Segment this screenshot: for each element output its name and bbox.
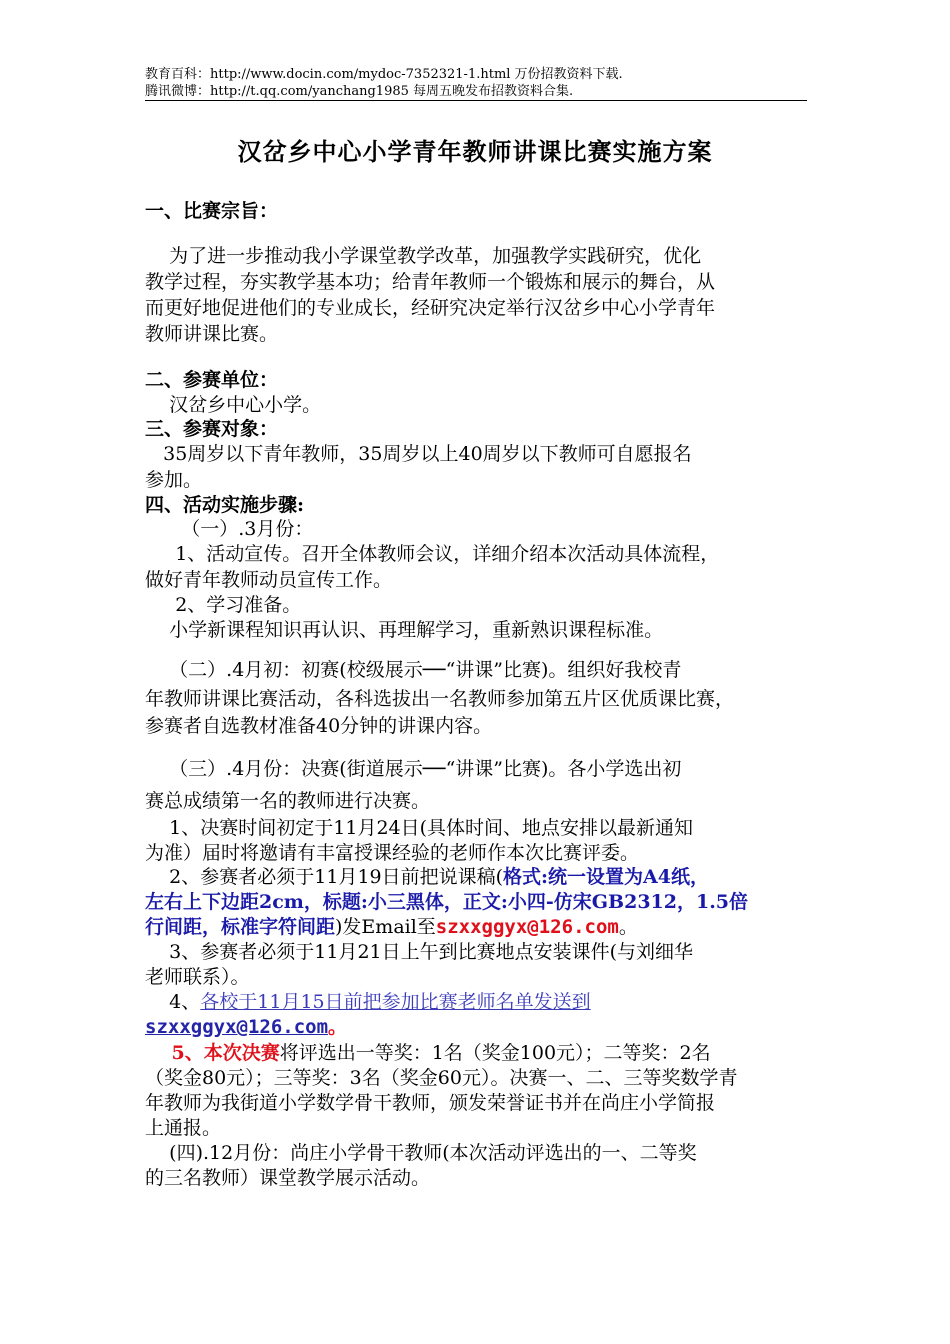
paragraph-line: 参加。 — [145, 469, 203, 491]
document-title: 汉岔乡中心小学青年教师讲课比赛实施方案 — [237, 137, 713, 166]
paragraph-line: 为了进一步推动我小学课堂教学改革，加强教学实践研究，优化 — [145, 245, 702, 267]
paragraph-line: 上通报。 — [145, 1117, 222, 1139]
section-heading-steps: 四、活动实施步骤: — [145, 494, 305, 516]
paragraph-line — [145, 989, 810, 1015]
header-divider — [145, 100, 807, 101]
paragraph-line: 1、决赛时间初定于11月24日(具体时间、地点安排以最新通知 — [145, 817, 694, 839]
paragraph-line: 参赛者自选教材准备40分钟的讲课内容。 — [145, 715, 493, 737]
paragraph-line: 教学过程，夯实教学基本功；给青年教师一个锻炼和展示的舞台，从 — [145, 271, 716, 293]
paragraph-line: 汉岔乡中心小学。 — [145, 394, 322, 416]
email-link[interactable]: szxxggyx@126.com — [145, 1016, 329, 1038]
header-line-2: 腾讯微博：http://t.qq.com/yanchang1985 每周五晚发布招教资料合集. — [145, 84, 574, 99]
paragraph-line: 2、学习准备。 — [145, 594, 302, 616]
paragraph-line: 赛总成绩第一名的教师进行决赛。 — [145, 790, 431, 812]
paragraph-line: （奖金80元）；三等奖：3名（奖金60元）。决赛一、二、三等奖数学青 — [145, 1067, 738, 1089]
paragraph-line: 年教师讲课比赛活动，各科选拔出一名教师参加第五片区优质课比赛， — [145, 688, 735, 710]
paragraph-line: 3、参赛者必须于11月21日上午到比赛地点安装课件(与刘细华 — [145, 941, 694, 963]
paragraph-line: 而更好地促进他们的专业成长，经研究决定举行汉岔乡中心小学青年 — [145, 297, 716, 319]
format-requirement-text: 左右上下边距2cm，标题:小三黑体，正文:小四-仿宋GB2312，1.5倍 — [145, 891, 749, 913]
text-span: )发Email至 — [335, 916, 436, 938]
paragraph-line: （三）.4月份：决赛(街道展示──“讲课”比赛)。各小学选出初 — [145, 758, 682, 780]
paragraph-line: 1、活动宣传。召开全体教师会议，详细介绍本次活动具体流程， — [145, 543, 720, 565]
submission-link[interactable]: 各校于11月15日前把参加比赛老师名单发送到 — [200, 991, 591, 1013]
paragraph-line: 教师讲课比赛。 — [145, 323, 279, 345]
paragraph-line: （一）.3月份： — [145, 518, 314, 540]
paragraph-line — [145, 864, 810, 890]
paragraph-line: (四).12月份：尚庄小学骨干教师(本次活动评选出的一、二等奖 — [145, 1142, 697, 1164]
text-span: 。 — [618, 916, 638, 938]
paragraph-line: 的三名教师）课堂教学展示活动。 — [145, 1167, 431, 1189]
final-label: 5、本次决赛 — [145, 1042, 280, 1064]
format-requirement-text: 格式:统一设置为A4纸， — [503, 866, 710, 888]
section-heading-participants: 三、参赛对象： — [145, 418, 279, 440]
paragraph-line: 老师联系）。 — [145, 966, 250, 988]
text-span: 2、参赛者必须于11月19日前把说课稿( — [145, 866, 504, 888]
format-requirement-text: 行间距，标准字符间距 — [145, 916, 336, 938]
paragraph-line: 年教师为我街道小学数学骨干教师，颁发荣誉证书并在尚庄小学简报 — [145, 1092, 716, 1114]
paragraph-line — [145, 914, 810, 940]
paragraph-line: 35周岁以下青年教师，35周岁以上40周岁以下教师可自愿报名 — [145, 443, 692, 465]
email-address: szxxggyx@126.com — [435, 916, 619, 938]
text-span: 4、 — [145, 991, 201, 1013]
paragraph-line: 小学新课程知识再认识、再理解学习，重新熟识课程标准。 — [145, 619, 664, 641]
header-line-1: 教育百科：http://www.docin.com/mydoc-7352321-1.html 万份招教资料下载. — [145, 67, 623, 82]
paragraph-line: 为准）届时将邀请有丰富授课经验的老师作本次比赛评委。 — [145, 842, 640, 864]
section-heading-units: 二、参赛单位： — [145, 369, 279, 391]
paragraph-line: （二）.4月初：初赛(校级展示──“讲课”比赛)。组织好我校青 — [145, 659, 682, 681]
text-span: 将评选出一等奖：1名（奖金100元）；二等奖：2名 — [279, 1042, 711, 1064]
paragraph-line — [145, 1014, 810, 1040]
paragraph-line — [145, 1040, 810, 1066]
text-span: 。 — [328, 1016, 348, 1038]
paragraph-line: 做好青年教师动员宣传工作。 — [145, 569, 393, 591]
section-heading-purpose: 一、比赛宗旨： — [145, 200, 279, 222]
